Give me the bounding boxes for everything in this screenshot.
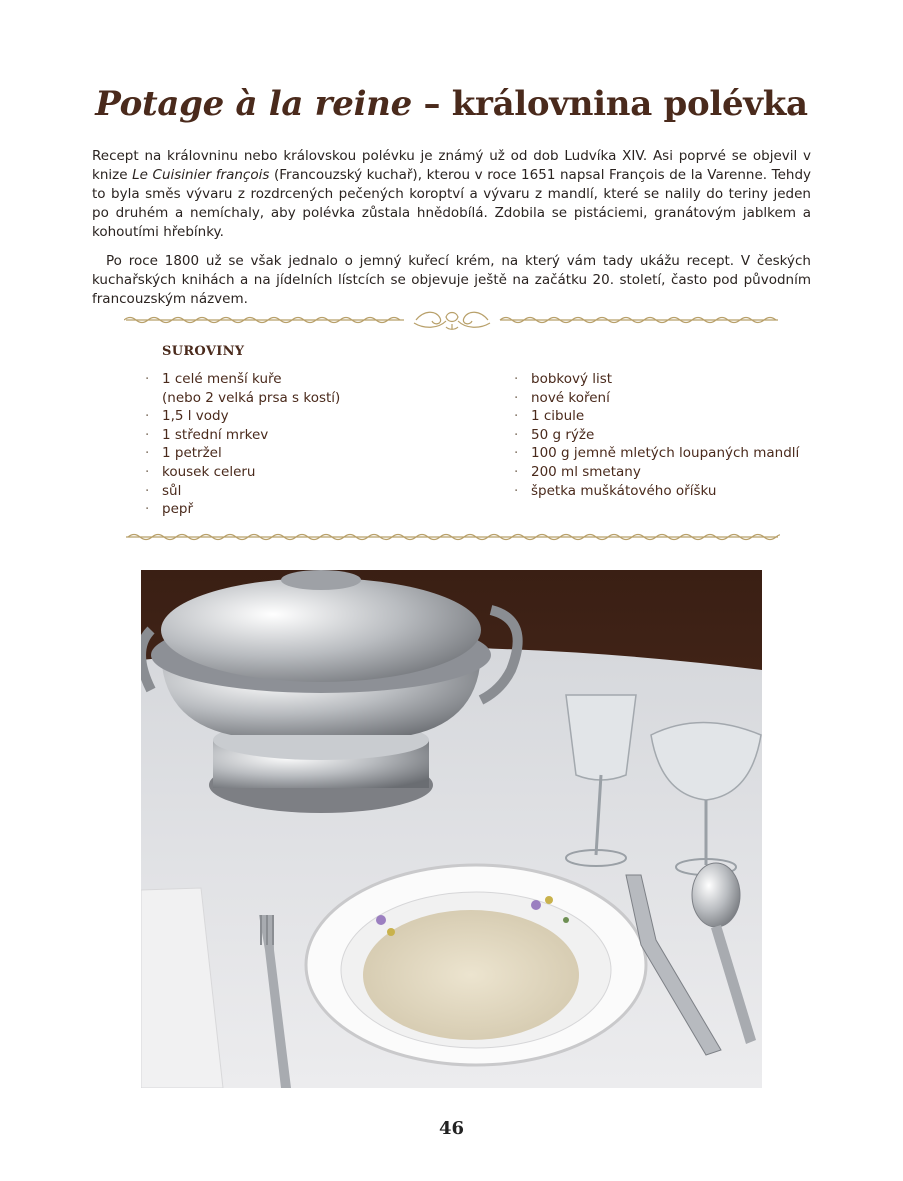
ornament-divider-bottom (124, 526, 780, 548)
bullet: · (514, 426, 519, 443)
bullet: · (145, 463, 150, 480)
ingredient-text: bobkový list (531, 371, 613, 387)
bullet: · (514, 482, 519, 499)
ingredient-text: kousek celeru (162, 463, 256, 480)
ingredient-text: 200 ml smetany (531, 463, 641, 480)
list-item (145, 463, 492, 482)
title-italic: Potage à la reine (95, 84, 412, 124)
ingredient-text: 50 g rýže (531, 426, 595, 443)
bullet: · (145, 501, 150, 518)
book-title: Le Cuisinier françois (132, 167, 270, 183)
page-number: 46 (438, 1118, 465, 1139)
bullet: · (514, 389, 519, 406)
ingredients-heading: SUROVINY (162, 344, 245, 359)
ingredient-text: pepř (162, 501, 193, 518)
ingredient-text: 1 cibule (531, 408, 585, 425)
ingredient-text: 1 celé menší kuře (162, 371, 282, 387)
list-item (145, 407, 492, 426)
bullet: · (145, 445, 150, 462)
ingredient-text: 1,5 l vody (162, 408, 229, 425)
ingredient-text: sůl (162, 482, 182, 499)
ingredient-text: nové koření (531, 389, 610, 406)
bullet: · (145, 408, 150, 425)
intro-paragraph-2: Po roce 1800 už se však jednalo o jemný kuřecí krém, na který vám tady ukážu recept. V českých kuchařských knihách a na jídelních lístcích se objevuje ještě na začátku 20. století, často pod původním francouzským názvem. (92, 253, 811, 307)
title-rest: – královnina polévka (411, 84, 808, 124)
ingredient-text: (nebo 2 velká prsa s kostí) (162, 389, 341, 406)
intro-paragraph-1 (92, 147, 811, 242)
list-item (514, 482, 831, 501)
list-item (514, 444, 831, 463)
intro-p1-end: (Francouzský kuchař), kterou v roce 1651 napsal François de la Varenne. Tehdy to byla směs vývaru z rozdrcených pečených koroptví a vývaru z mandlí, které se nalily do teriny jeden po druhém a nemíchaly, aby polévka zůstala hnědobílá. Zdobila se pistáciemi, granátovým jablkem a kohoutími hřebínky. (92, 167, 811, 240)
bullet: · (514, 445, 519, 462)
intro-p1-start: Recept na královninu nebo královskou polévku je známý už od dob Ludvíka XIV. Asi poprvé se objevil v knize (92, 148, 811, 183)
list-item (514, 389, 831, 408)
ingredient-text: špetka muškátového oříšku (531, 482, 717, 499)
list-item (145, 426, 492, 445)
list-item (145, 370, 492, 407)
page-title (0, 84, 903, 124)
ingredients-list-right (514, 370, 831, 500)
ingredients-list-left (145, 370, 492, 519)
bullet: · (145, 482, 150, 499)
list-item (145, 444, 492, 463)
ingredient-text: 1 střední mrkev (162, 426, 269, 443)
intro-text (92, 147, 811, 319)
ingredient-text: 100 g jemně mletých loupaných mandlí (531, 445, 800, 462)
list-item (145, 500, 492, 519)
bullet: · (514, 371, 519, 387)
bullet: · (145, 371, 150, 387)
bullet: · (514, 463, 519, 480)
ingredient-text: 1 petržel (162, 445, 222, 462)
list-item (514, 407, 831, 426)
ornament-divider-top (124, 309, 780, 331)
list-item (145, 482, 492, 501)
list-item (514, 463, 831, 482)
soup-tureen-photo (141, 570, 762, 1088)
bullet: · (514, 408, 519, 425)
list-item (514, 426, 831, 445)
list-item (514, 370, 831, 389)
bullet: · (145, 426, 150, 443)
